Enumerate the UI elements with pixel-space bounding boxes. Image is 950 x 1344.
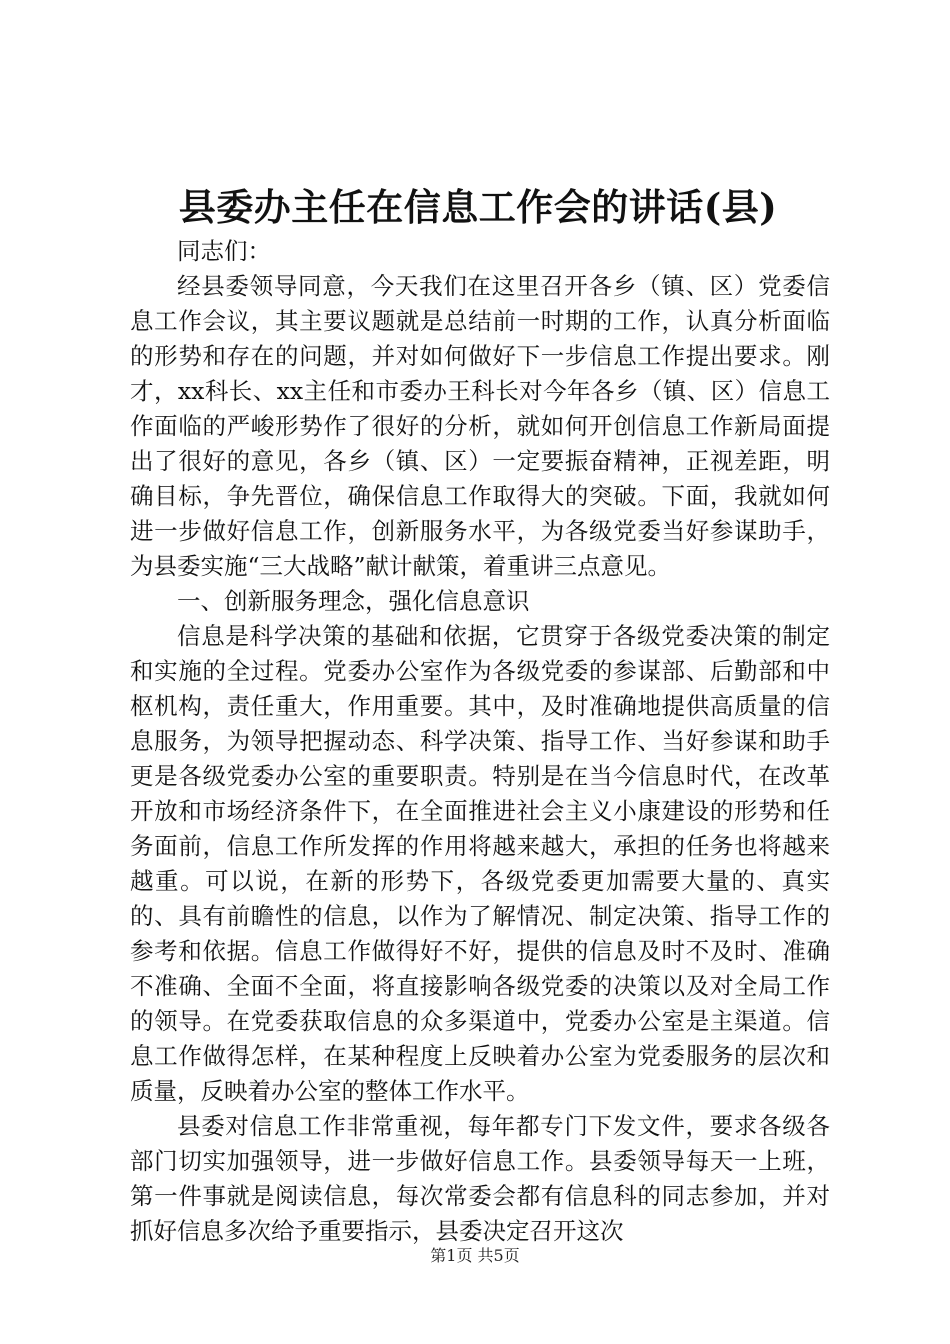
page-footer: 第1页 共5页 <box>430 1246 520 1265</box>
document-body <box>130 234 830 1249</box>
salutation: 同志们： <box>177 237 271 265</box>
paragraph-county-committee: 县委对信息工作非常重视，每年都专门下发文件，要求各级各部门切实加强领导，进一步做好信息工作。县委领导每天一上班，第一件事就是阅读信息，每次常委会都有信息科的同志参加，并对抓好信息多次给予重要指示，县委决定召开这次 <box>130 1112 830 1245</box>
document-title: 县委办主任在信息工作会的讲话(县) <box>178 185 778 229</box>
section-heading-1: 一、创新服务理念，强化信息意识 <box>177 587 530 615</box>
paragraph-intro: 经县委领导同意，今天我们在这里召开各乡（镇、区）党委信息工作会议，其主要议题就是总结前一时期的工作，认真分析面临的形势和存在的问题，并对如何做好下一步信息工作提出要求。刚才，xx科长、xx主任和市委办王科长对今年各乡（镇、区）信息工作面临的严峻形势作了很好的分析，就如何开创信息工作新局面提出了很好的意见，各乡（镇、区）一定要振奋精神，正视差距，明确目标，争先晋位，确保信息工作取得大的突破。下面，我就如何进一步做好信息工作，创新服务水平，为各级党委当好参谋助手，为县委实施“三大战略”献计献策，着重讲三点意见。 <box>130 272 830 580</box>
paragraph-section-1: 信息是科学决策的基础和依据，它贯穿于各级党委决策的制定和实施的全过程。党委办公室作为各级党委的参谋部、后勤部和中枢机构，责任重大，作用重要。其中，及时准确地提供高质量的信息服务，为领导把握动态、科学决策、指导工作、当好参谋和助手更是各级党委办公室的重要职责。特别是在当今信息时代，在改革开放和市场经济条件下，在全面推进社会主义小康建设的形势和任务面前，信息工作所发挥的作用将越来越大，承担的任务也将越来越重。可以说，在新的形势下，各级党委更加需要大量的、真实的、具有前瞻性的信息，以作为了解情况、制定决策、指导工作的参考和依据。信息工作做得好不好，提供的信息及时不及时、准确不准确、全面不全面，将直接影响各级党委的决策以及对全局工作的领导。在党委获取信息的众多渠道中，党委办公室是主渠道。信息工作做得怎样，在某种程度上反映着办公室为党委服务的层次和质量，反映着办公室的整体工作水平。 <box>130 622 830 1105</box>
